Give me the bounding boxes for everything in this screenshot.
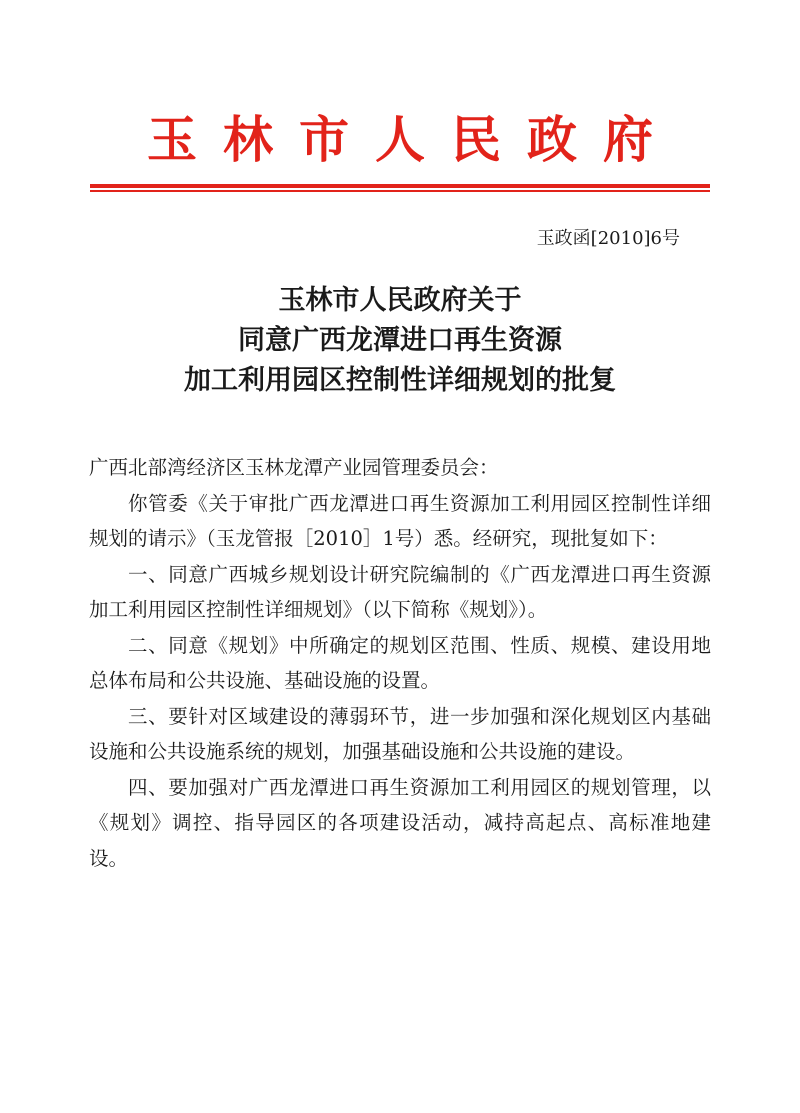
addressee: 广西北部湾经济区玉林龙潭产业园管理委员会： [89,456,499,479]
letterhead-rule-thin [90,190,710,192]
document-title [90,281,710,401]
title-line: 玉林市人民政府关于 [278,285,522,316]
paragraph-item-1: 一、同意广西城乡规划设计研究院编制的《广西龙潭进口再生资源加工利用园区控制性详细规划》（以下简称《规划》）。 [89,562,711,621]
title-line: 同意广西龙潭进口再生资源 [238,325,562,356]
letterhead-rule-thick [90,184,710,188]
letterhead-title: 玉林市人民政府 [147,110,679,169]
paragraph-intro: 你管委《关于审批广西龙潭进口再生资源加工利用园区控制性详细规划的请示》（玉龙管报［2010］1号）悉。经研究，现批复如下： [89,491,711,550]
paragraph-item-2: 二、同意《规划》中所确定的规划区范围、性质、规模、建设用地总体布局和公共设施、基础设施的设置。 [89,633,711,692]
document-number: 玉政函[2010]6号 [536,228,680,249]
paragraph-item-3: 三、要针对区域建设的薄弱环节，进一步加强和深化规划区内基础设施和公共设施系统的规划，加强基础设施和公共设施的建设。 [89,704,711,763]
document-body [89,450,711,876]
paragraph-item-4: 四、要加强对广西龙潭进口再生资源加工利用园区的规划管理，以《规划》调控、指导园区的各项建设活动，减持高起点、高标准地建设。 [89,775,711,870]
title-line: 加工利用园区控制性详细规划的批复 [184,365,616,396]
